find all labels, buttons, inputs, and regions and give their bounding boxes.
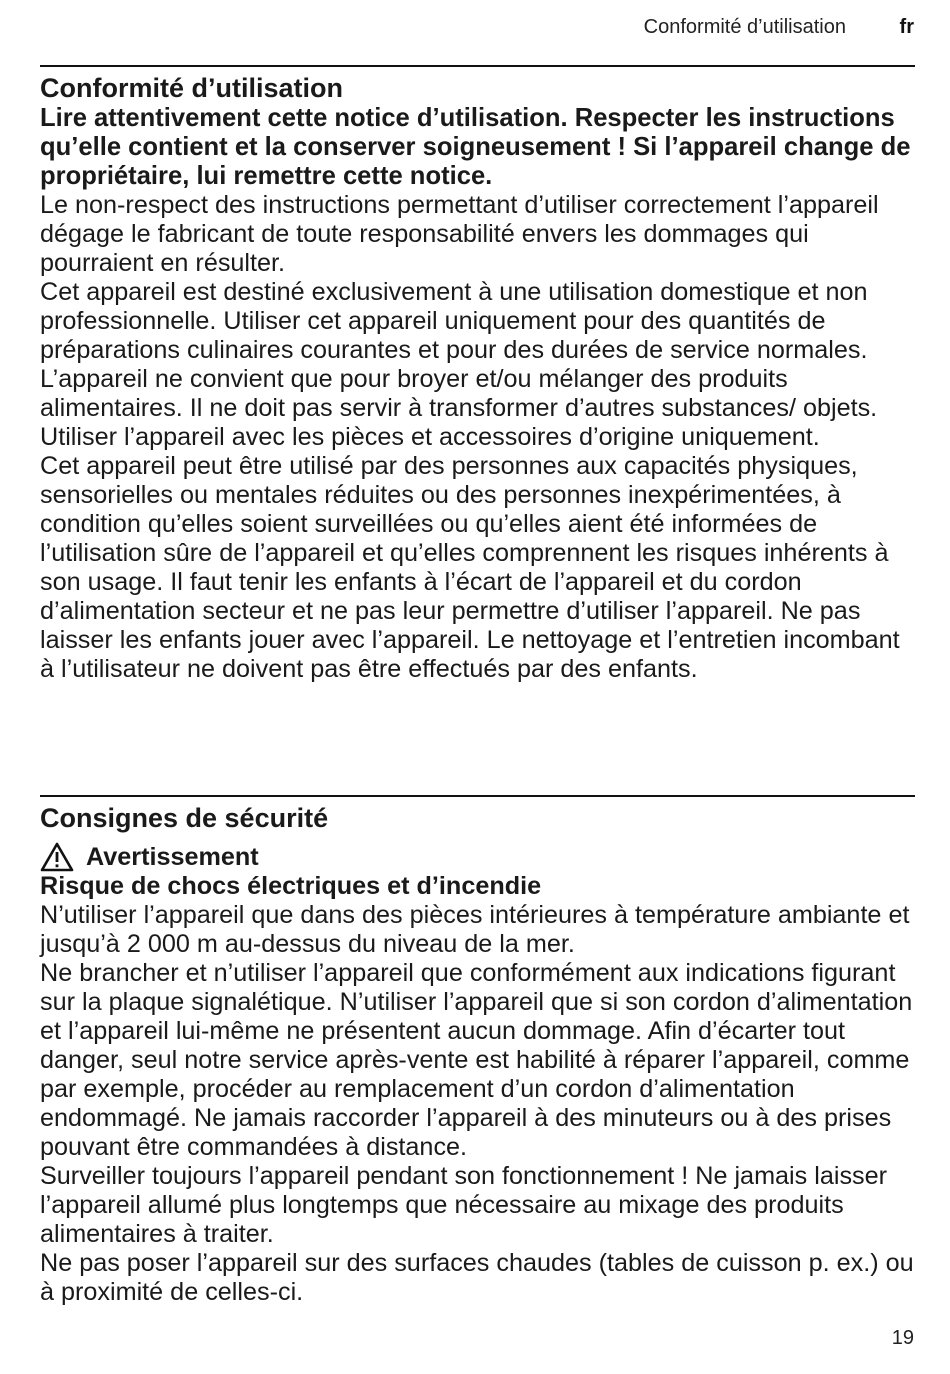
paragraph: Le non-respect des instructions permettant d’utiliser correctement l’appareil dégage le fabricant de toute responsabilité envers les dommages qui pourraient en résulter. (40, 191, 879, 277)
section-safety (40, 802, 920, 1307)
paragraph: Cet appareil peut être utilisé par des personnes aux capacités physiques, sensorielles ou mentales réduites ou des personnes inexpérimentées, à condition qu’elles soient surveillées ou qu’elles aient été informées de l’utilisation sûre de l’appareil et qu’elles comprennent les risques inhérents à son usage. Il faut tenir les enfants à l’écart de l’appareil et du cordon d’alimentation secteur et ne pas leur permettre d’utiliser l’appareil. Ne pas laisser les enfants jouer avec l’appareil. Le nettoyage et l’entretien incombant à l’utilisateur ne doivent pas être effectués par des enfants. (40, 452, 900, 683)
section-divider (40, 795, 915, 797)
section-intended-use (40, 72, 920, 684)
warning-header (40, 842, 920, 872)
section-title: Consignes de sécurité (40, 803, 329, 833)
paragraph: Ne brancher et n’utiliser l’appareil que conformément aux indications figurant sur la plaque signalétique. N’utiliser l’appareil que si son cordon d’alimentation et l’appareil lui-même ne présentent aucun dommage. Afin d’écarter tout danger, seul notre service après-vente est habilité à réparer l’appareil, comme par exemple, procéder au remplacement d’un cordon d’alimentation endommagé. Ne jamais raccorder l’appareil à des minuteurs ou à des prises pouvant être commandées à distance. (40, 959, 913, 1161)
paragraph: Ne pas poser l’appareil sur des surfaces chaudes (tables de cuisson p. ex.) ou à proximité de celles-ci. (40, 1249, 914, 1306)
page-number: 19 (891, 1327, 914, 1349)
paragraph: N’utiliser l’appareil que dans des pièces intérieures à température ambiante et jusqu’à 2 000 m au-dessus du niveau de la mer. (40, 901, 910, 958)
intro-bold-paragraph: Lire attentivement cette notice d’utilisation. Respecter les instructions qu’elle contient et la conserver soigneusement ! Si l’appareil change de propriétaire, lui remettre cette notice. (40, 104, 911, 190)
language-code: fr (899, 16, 914, 38)
running-header-title: Conformité d’utilisation (643, 16, 846, 38)
paragraph: Surveiller toujours l’appareil pendant son fonctionnement ! Ne jamais laisser l’appareil allumé plus longtemps que nécessaire au mixage des produits alimentaires à traiter. (40, 1162, 888, 1248)
warning-subheading: Risque de chocs électriques et d’incendie (40, 872, 542, 900)
paragraph: L’appareil ne convient que pour broyer et/ou mélanger des produits alimentaires. Il ne doit pas servir à transformer d’autres substances/ objets. Utiliser l’appareil avec les pièces et accessoires d’origine uniquement. (40, 365, 878, 451)
warning-triangle-icon (40, 842, 74, 872)
paragraph: Cet appareil est destiné exclusivement à une utilisation domestique et non professionnelle. Utiliser cet appareil uniquement pour des quantités de préparations culinaires courantes et pour des durées de service normales. (40, 278, 868, 364)
warning-label: Avertissement (86, 842, 259, 871)
section-title: Conformité d’utilisation (40, 73, 343, 103)
section-divider (40, 65, 915, 67)
